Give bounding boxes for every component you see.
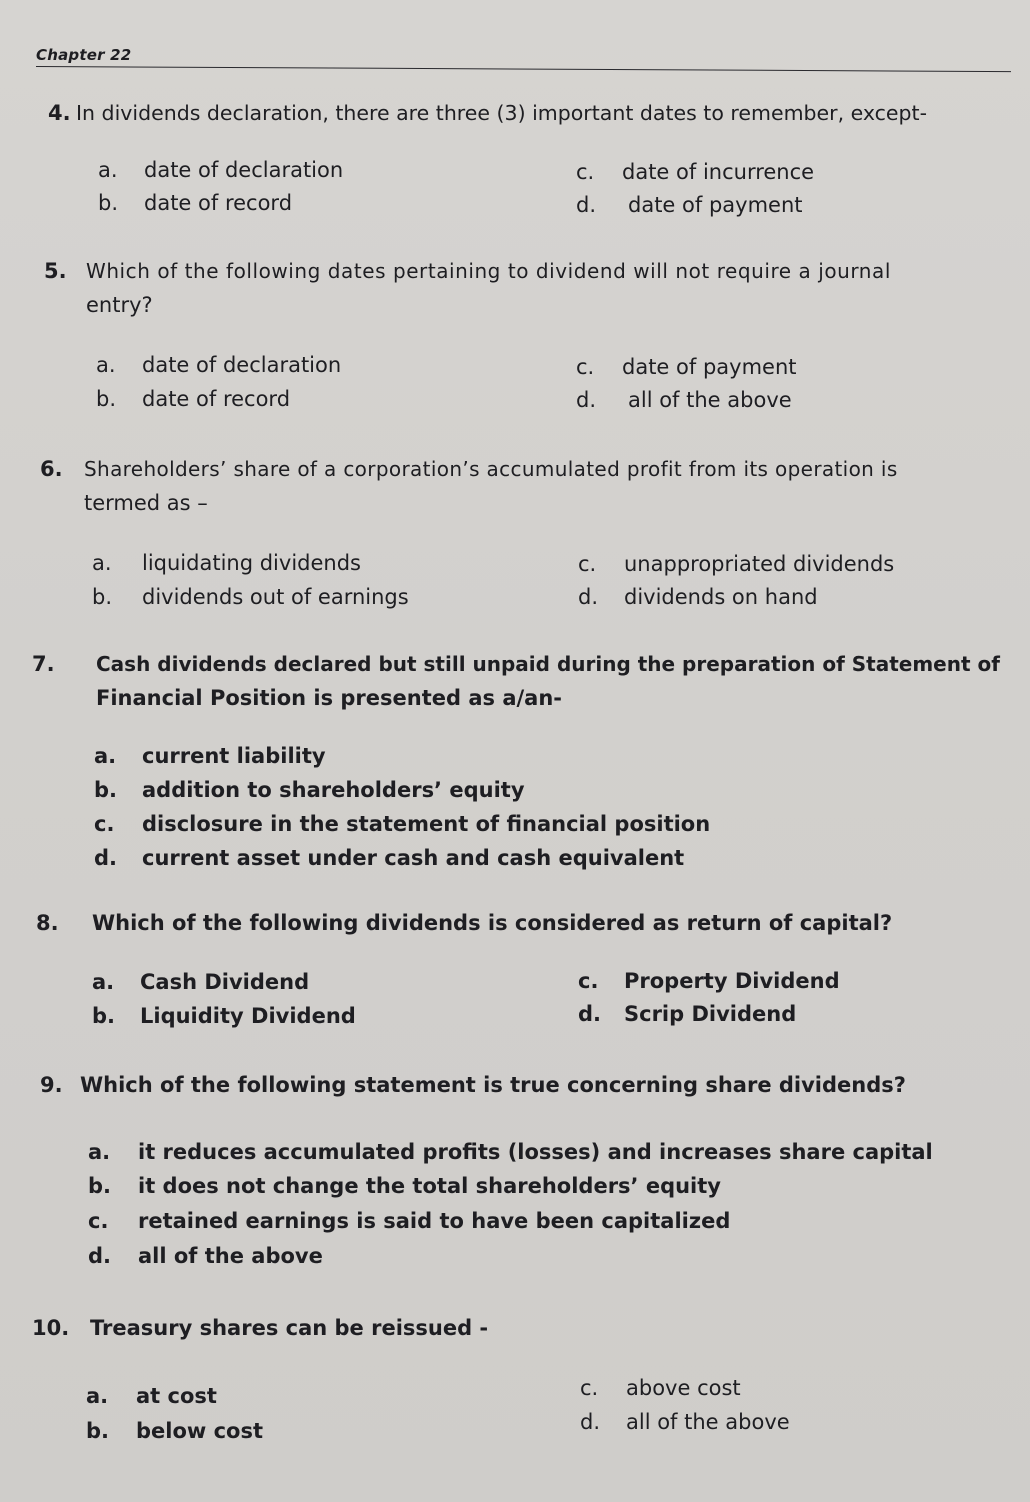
option-letter: c. <box>580 1376 599 1400</box>
option-text: Cash Dividend <box>140 970 310 994</box>
option-d <box>578 997 796 1031</box>
option-letter: a. <box>92 551 112 575</box>
option-text: Liquidity Dividend <box>140 1004 356 1028</box>
option-a <box>94 739 326 773</box>
option-a <box>86 1379 217 1413</box>
option-text: below cost <box>136 1419 264 1443</box>
option-letter: d. <box>88 1244 112 1268</box>
option-c <box>580 1371 741 1405</box>
option-text: current asset under cash and cash equivalent <box>142 846 685 870</box>
option-letter: d. <box>576 193 597 217</box>
question-stem-line-1: Which of the following dates pertaining to dividend will not require a journal <box>86 259 891 283</box>
question-stem-line-2: entry? <box>86 293 153 317</box>
option-text: date of declaration <box>144 158 344 182</box>
option-c <box>576 155 814 189</box>
option-letter: a. <box>88 1140 111 1164</box>
option-letter: d. <box>578 1002 602 1026</box>
option-text: it does not change the total shareholders’ equity <box>138 1174 721 1198</box>
option-text: all of the above <box>138 1244 323 1268</box>
option-d <box>576 383 792 417</box>
option-text: all of the above <box>626 1410 790 1434</box>
question-number: 10. <box>32 1316 70 1340</box>
option-text: retained earnings is said to have been capitalized <box>138 1209 731 1233</box>
option-text: at cost <box>136 1384 217 1408</box>
option-text: date of record <box>142 387 291 411</box>
option-d <box>94 841 684 875</box>
option-a <box>92 546 361 580</box>
option-b <box>96 382 290 416</box>
option-text: date of incurrence <box>622 160 815 184</box>
question-stem-line-1: Shareholders’ share of a corporation’s accumulated profit from its operation is <box>84 457 898 481</box>
option-letter: b. <box>98 191 119 215</box>
option-text: date of declaration <box>142 353 342 377</box>
question-stem-line-2: termed as – <box>84 491 208 515</box>
option-d <box>578 580 818 614</box>
option-letter: b. <box>96 387 117 411</box>
option-text: date of record <box>144 191 293 215</box>
option-letter: a. <box>94 744 117 768</box>
option-text: disclosure in the statement of financial position <box>142 812 711 836</box>
option-letter: a. <box>98 158 118 182</box>
option-letter: b. <box>86 1419 110 1443</box>
option-b <box>98 186 292 220</box>
option-a <box>88 1135 933 1169</box>
option-letter: c. <box>578 969 599 993</box>
option-letter: c. <box>88 1209 109 1233</box>
option-c <box>88 1204 730 1238</box>
option-d <box>88 1239 323 1273</box>
option-letter: c. <box>576 355 595 379</box>
question-stem: Which of the following statement is true concerning share dividends? <box>80 1073 906 1097</box>
option-c <box>578 547 894 581</box>
option-text: unappropriated dividends <box>624 552 895 576</box>
question-stem: Treasury shares can be reissued - <box>90 1316 489 1340</box>
option-text: Scrip Dividend <box>624 1002 797 1026</box>
option-text: addition to shareholders’ equity <box>142 778 525 802</box>
option-b <box>92 999 356 1033</box>
option-text: dividends on hand <box>624 585 818 609</box>
heading-rule <box>36 66 1011 72</box>
option-letter: b. <box>88 1174 112 1198</box>
option-letter: d. <box>578 585 599 609</box>
option-text: date of payment <box>628 193 803 217</box>
question-number: 4. <box>48 101 71 125</box>
option-a <box>98 153 343 187</box>
question-stem-line-1: Cash dividends declared but still unpaid during the preparation of Statement of <box>96 652 1000 676</box>
option-letter: c. <box>576 160 595 184</box>
option-letter: d. <box>94 846 118 870</box>
option-letter: c. <box>94 812 115 836</box>
chapter-heading: Chapter 22 <box>36 46 132 64</box>
option-c <box>576 350 797 384</box>
option-b <box>92 580 409 614</box>
option-letter: b. <box>92 1004 116 1028</box>
question-number: 9. <box>40 1073 63 1097</box>
option-a <box>96 348 341 382</box>
option-text: all of the above <box>628 388 792 412</box>
option-text: current liability <box>142 744 326 768</box>
option-b <box>94 773 525 807</box>
option-letter: d. <box>576 388 597 412</box>
option-letter: b. <box>92 585 113 609</box>
option-b <box>86 1414 263 1448</box>
question-stem-line-2: Financial Position is presented as a/an- <box>96 686 562 710</box>
option-text: dividends out of earnings <box>142 585 409 609</box>
option-d <box>580 1405 790 1439</box>
option-text: it reduces accumulated profits (losses) and increases share capital <box>138 1140 933 1164</box>
option-text: date of payment <box>622 355 797 379</box>
question-number: 8. <box>36 911 59 935</box>
question-stem: Which of the following dividends is considered as return of capital? <box>92 911 893 935</box>
option-a <box>92 965 309 999</box>
question-number: 6. <box>40 457 63 481</box>
option-letter: a. <box>96 353 116 377</box>
question-stem: In dividends declaration, there are three (3) important dates to remember, except- <box>76 101 927 125</box>
option-text: Property Dividend <box>624 969 840 993</box>
option-c <box>578 964 840 998</box>
question-number: 7. <box>32 652 55 676</box>
option-text: liquidating dividends <box>142 551 361 575</box>
option-letter: a. <box>86 1384 109 1408</box>
option-letter: c. <box>578 552 597 576</box>
option-letter: a. <box>92 970 115 994</box>
question-number: 5. <box>44 259 67 283</box>
option-letter: d. <box>580 1410 601 1434</box>
option-text: above cost <box>626 1376 741 1400</box>
option-letter: b. <box>94 778 118 802</box>
option-b <box>88 1169 721 1203</box>
option-c <box>94 807 710 841</box>
option-d <box>576 188 803 222</box>
